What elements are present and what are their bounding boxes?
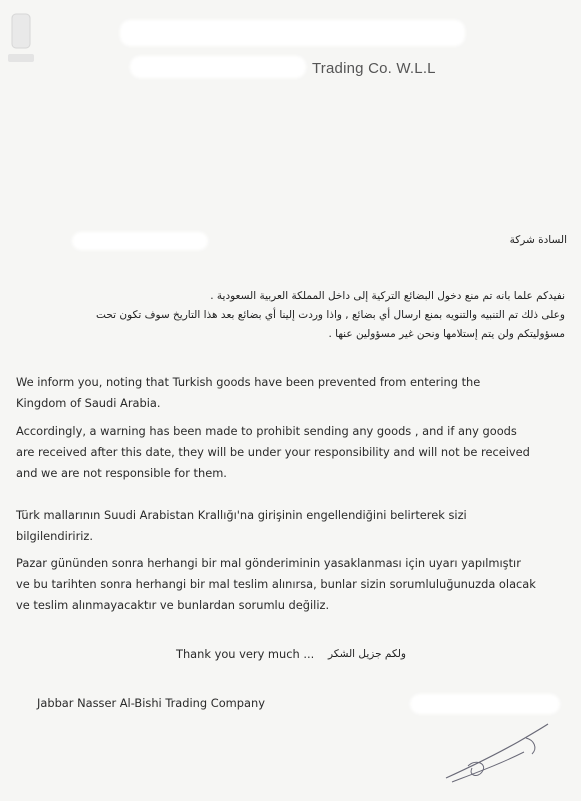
closing-thanks-en: Thank you very much ...	[176, 647, 315, 661]
letterhead-company-en: Trading Co. W.L.L	[312, 60, 436, 77]
english-p2-line-3: and we are not responsible for them.	[16, 466, 227, 480]
turkish-p2-line-3: ve teslim alınmayacaktır ve bunlardan sorumlu değiliz.	[16, 598, 330, 612]
closing-thanks-ar: ولكم جزيل الشكر	[328, 648, 406, 660]
turkish-p1-line-2: bilgilendiririz.	[16, 529, 94, 543]
handwritten-signature	[438, 718, 556, 788]
english-p1-line-2: Kingdom of Saudi Arabia.	[16, 396, 161, 410]
english-paragraph-2	[16, 421, 530, 484]
arabic-line-2: وعلى ذلك تم التنبيه والتنويه بمنع ارسال أي بضائع , واذا وردت إلينا أي بضائع بعد هذا التاريخ سوف تكون تحت	[96, 309, 565, 321]
turkish-p1-line-1: Türk mallarının Suudi Arabistan Krallığı'na girişinin engellendiğini belirterek sizi	[16, 508, 467, 522]
english-p2-line-1: Accordingly, a warning has been made to prohibit sending any goods , and if any goods	[16, 424, 517, 438]
arabic-line-3: مسؤوليتكم ولن يتم إستلامها ونحن غير مسؤولين عنها .	[328, 328, 565, 340]
signatory-arabic-redacted	[410, 694, 560, 714]
letterhead-name-redacted	[130, 56, 306, 78]
recipient-redacted	[72, 232, 208, 250]
english-p2-line-2: are received after this date, they will be under your responsibility and will not be received	[16, 445, 530, 459]
turkish-p2-line-1: Pazar gününden sonra herhangi bir mal gönderiminin yasaklanması için uyarı yapılmıştır	[16, 556, 521, 570]
signatory-name: Jabbar Nasser Al-Bishi Trading Company	[37, 696, 265, 710]
english-paragraph-1	[16, 372, 480, 414]
english-p1-line-1: We inform you, noting that Turkish goods have been prevented from entering the	[16, 375, 481, 389]
turkish-paragraph-2	[16, 553, 536, 616]
turkish-paragraph-1	[16, 505, 467, 547]
letterhead-arabic-redacted	[120, 20, 465, 46]
salutation-arabic: السادة شركة	[509, 234, 567, 246]
turkish-p2-line-2: ve bu tarihten sonra herhangi bir mal teslim alınırsa, bunlar sizin sorumluluğunuzda olacak	[16, 577, 536, 591]
company-logo-icon	[6, 10, 36, 66]
arabic-line-1: نفيدكم علما بانه تم منع دخول البضائع التركية إلى داخل المملكة العربية السعودية .	[210, 290, 565, 302]
